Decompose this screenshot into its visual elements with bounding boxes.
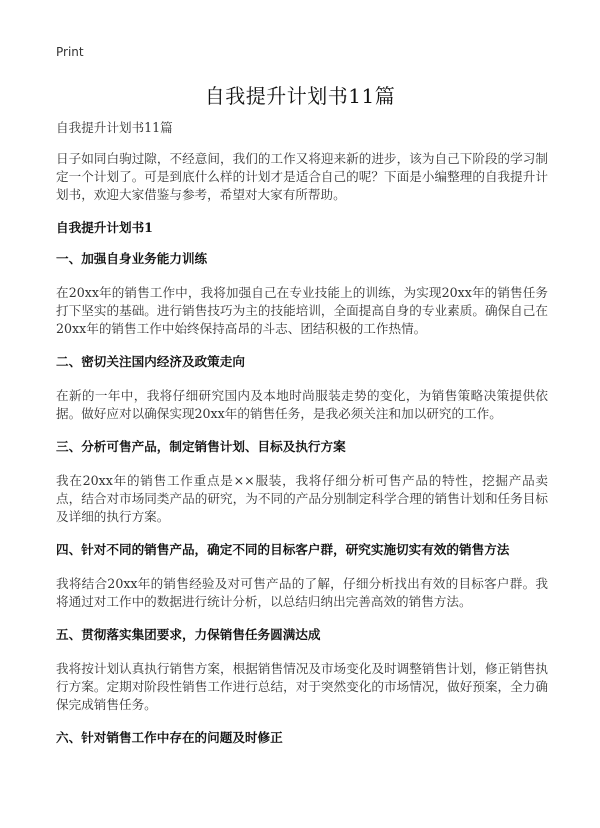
intro-paragraph: 日子如同白驹过隙，不经意间，我们的工作又将迎来新的进步，该为自己下阶段的学习制定一个计划了。可是到底什么样的计划才是适合自己的呢？下面是小编整理的自我提升计划书，欢迎大家借鉴与参考，希望对大家有所帮助。 — [56, 151, 548, 202]
part-heading: 自我提升计划书1 — [56, 220, 153, 235]
section-heading-6: 六、针对销售工作中存在的问题及时修正 — [56, 730, 283, 745]
section-heading-2: 二、密切关注国内经济及政策走向 — [56, 354, 245, 369]
section-body-2: 在新的一年中，我将仔细研究国内及本地时尚服装走势的变化，为销售策略决策提供依据。做好应对以确保实现20xx年的销售任务，是我必须关注和加以研究的工作。 — [56, 388, 548, 421]
section-heading-4: 四、针对不同的销售产品，确定不同的目标客户群，研究实施切实有效的销售方法 — [56, 542, 510, 557]
document-body — [56, 119, 548, 763]
section-heading-3: 三、分析可售产品，制定销售计划、目标及执行方案 — [56, 439, 346, 454]
document-subtitle: 自我提升计划书11篇 — [56, 120, 173, 135]
section-body-1: 在20xx年的销售工作中，我将加强自己在专业技能上的训练，为实现20xx年的销售任务打下坚实的基础。进行销售技巧为主的技能培训，全面提高自身的专业素质。确保自己在20xx年的销售工作中始终保持高昂的斗志、团结积极的工作热情。 — [56, 285, 548, 336]
section-heading-1: 一、加强自身业务能力训练 — [56, 251, 208, 266]
document-title: 自我提升计划书11篇 — [204, 84, 396, 108]
section-body-5: 我将按计划认真执行销售方案，根据销售情况及市场变化及时调整销售计划，修正销售执行方案。定期对阶段性销售工作进行总结，对于突然变化的市场情况，做好预案，全力确保完成销售任务。 — [56, 661, 548, 712]
section-body-4: 我将结合20xx年的销售经验及对可售产品的了解，仔细分析找出有效的目标客户群。我将通过对工作中的数据进行统计分析，以总结归纳出完善高效的销售方法。 — [56, 576, 548, 609]
section-heading-5: 五、贯彻落实集团要求，力保销售任务圆满达成 — [56, 627, 321, 642]
print-link[interactable]: Print — [56, 45, 84, 59]
section-body-3: 我在20xx年的销售工作重点是××服装，我将仔细分析可售产品的特性，挖掘产品卖点，结合对市场同类产品的研究，为不同的产品分别制定科学合理的销售计划和任务目标及详细的执行方案。 — [56, 473, 548, 524]
